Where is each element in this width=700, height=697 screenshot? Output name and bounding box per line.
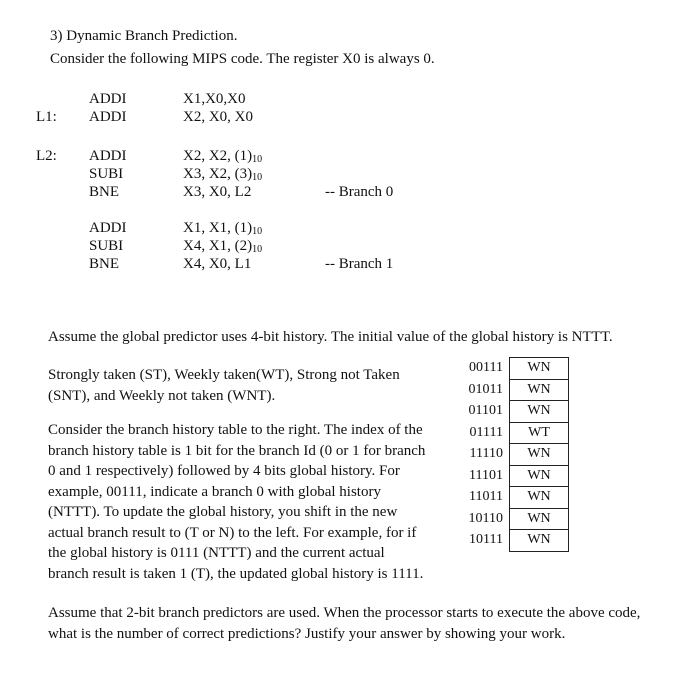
code-operands bbox=[183, 108, 253, 126]
code-operands bbox=[183, 183, 251, 201]
bht-index: 10111 bbox=[469, 532, 503, 548]
bht-index: 00111 bbox=[469, 360, 503, 376]
operand-text: X2, X0, X0 bbox=[183, 109, 253, 125]
table-row bbox=[451, 401, 569, 423]
code-opcode: ADDI bbox=[89, 109, 127, 125]
code-label: L1: bbox=[36, 109, 57, 125]
bht-state: WN bbox=[510, 401, 569, 423]
code-comment: -- Branch 0 bbox=[325, 184, 394, 200]
table-row bbox=[451, 358, 569, 380]
code-opcode: ADDI bbox=[89, 220, 127, 236]
code-opcode: SUBI bbox=[89, 238, 124, 254]
code-operands bbox=[183, 255, 251, 273]
table-row bbox=[451, 530, 569, 552]
operand-text: X1, X1, (1) bbox=[183, 220, 253, 236]
bht-state: WN bbox=[510, 487, 569, 509]
code-opcode: BNE bbox=[89, 184, 119, 200]
branch-history-table-description: Consider the branch history table to the right. The index of the branch history table is 1 bit for the branch Id (0 or 1 for branch 0 and 1 respectively) followed by 4 bits global history. For example, 00111, indicate a branch 0 with global history (NTTT). To update the global history, you shift in the new actual branch result to (T or N) to the left. For example, for if the global history is 0111 (NTTT) and the current actual branch result is taken 1 (T), the updated global history is 1111. bbox=[48, 422, 426, 582]
operand-text: X1,X0,X0 bbox=[183, 91, 246, 107]
table-row bbox=[451, 422, 569, 444]
table-row bbox=[451, 444, 569, 466]
question-intro: Consider the following MIPS code. The register X0 is always 0. bbox=[50, 51, 435, 67]
operand-text: X3, X2, (3) bbox=[183, 166, 253, 182]
bht-state: WN bbox=[510, 444, 569, 466]
operand-text: X4, X0, L1 bbox=[183, 256, 252, 272]
bht-index: 10110 bbox=[468, 510, 503, 526]
table-row bbox=[451, 487, 569, 509]
final-question: Assume that 2-bit branch predictors are used. When the processor starts to execute the above code, what is the number of correct predictions? Justify your answer by showing your work. bbox=[48, 605, 641, 642]
bht-state: WT bbox=[510, 422, 569, 444]
operand-text: X3, X0, L2 bbox=[183, 184, 252, 200]
bht-index: 01111 bbox=[469, 424, 503, 440]
bht-index: 11110 bbox=[469, 446, 503, 462]
operand-base-subscript: 10 bbox=[252, 172, 263, 183]
code-opcode: SUBI bbox=[89, 166, 124, 182]
code-opcode: BNE bbox=[89, 256, 119, 272]
operand-base-subscript: 10 bbox=[252, 226, 263, 237]
bht-index: 01101 bbox=[468, 403, 503, 419]
bht-index: 11101 bbox=[469, 467, 503, 483]
code-comment: -- Branch 1 bbox=[325, 256, 394, 272]
operand-text: X2, X2, (1) bbox=[183, 148, 253, 164]
table-row bbox=[451, 379, 569, 401]
table-row bbox=[451, 508, 569, 530]
code-label: L2: bbox=[36, 148, 57, 164]
code-operands bbox=[183, 90, 246, 108]
operand-base-subscript: 10 bbox=[252, 154, 263, 165]
bht-state: WN bbox=[510, 508, 569, 530]
question-heading: 3) Dynamic Branch Prediction. bbox=[50, 28, 238, 44]
operand-base-subscript: 10 bbox=[252, 244, 263, 255]
code-opcode: ADDI bbox=[89, 91, 127, 107]
bht-index: 01011 bbox=[468, 381, 503, 397]
bht-state: WN bbox=[510, 358, 569, 380]
predictor-states-description: Strongly taken (ST), Weekly taken(WT), Strong not Taken (SNT), and Weekly not taken (WNT). bbox=[48, 367, 400, 404]
table-row bbox=[451, 465, 569, 487]
branch-history-table bbox=[451, 357, 569, 552]
global-predictor-assumption: Assume the global predictor uses 4-bit history. The initial value of the global history is NTTT. bbox=[48, 329, 613, 345]
operand-text: X4, X1, (2) bbox=[183, 238, 253, 254]
bht-state: WN bbox=[510, 379, 569, 401]
code-opcode: ADDI bbox=[89, 148, 127, 164]
bht-state: WN bbox=[510, 465, 569, 487]
bht-index: 11011 bbox=[469, 489, 503, 505]
bht-state: WN bbox=[510, 530, 569, 552]
